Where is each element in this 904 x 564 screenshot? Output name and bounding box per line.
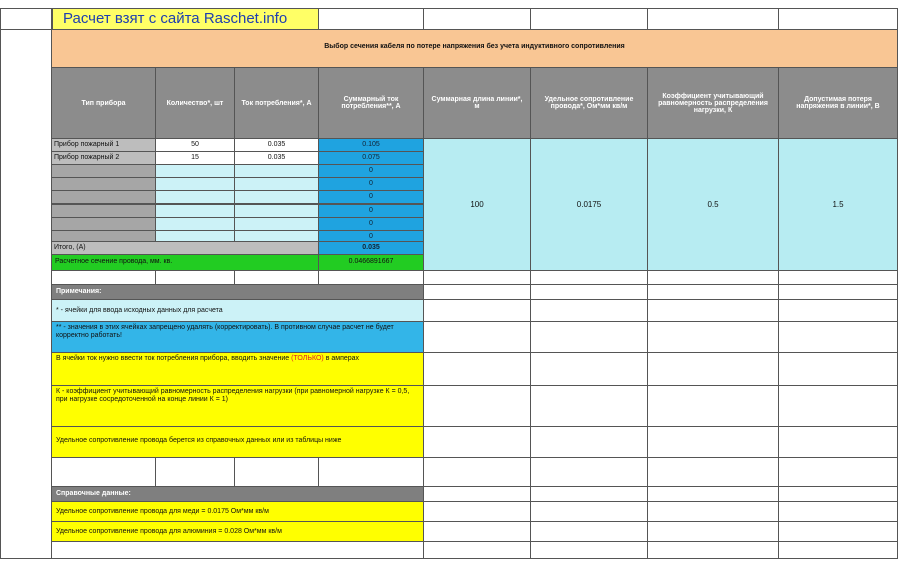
grid-cell[interactable] bbox=[423, 541, 531, 559]
device-total-current-cell: 0 bbox=[318, 204, 424, 218]
cell-h1[interactable] bbox=[647, 8, 779, 30]
grid-cell[interactable] bbox=[778, 521, 898, 542]
grid-cell[interactable] bbox=[778, 501, 898, 522]
allowed-drop-input[interactable]: 1.5 bbox=[778, 138, 898, 271]
grid-cell[interactable] bbox=[423, 521, 531, 542]
device-quantity-cell[interactable]: 15 bbox=[155, 151, 235, 165]
device-total-current-cell: 0 bbox=[318, 190, 424, 204]
device-quantity-cell[interactable] bbox=[155, 164, 235, 178]
header-total-current: Суммарный ток потребления**, А bbox=[318, 67, 424, 139]
grid-cell[interactable] bbox=[530, 270, 648, 285]
device-total-current-cell: 0 bbox=[318, 217, 424, 231]
device-total-current-cell: 0 bbox=[318, 230, 424, 244]
grid-cell[interactable] bbox=[647, 321, 779, 353]
device-name-cell[interactable]: Прибор пожарный 1 bbox=[51, 138, 156, 152]
result-value: 0.0466891667 bbox=[318, 254, 424, 271]
device-total-current-cell: 0 bbox=[318, 164, 424, 178]
device-quantity-cell[interactable] bbox=[155, 204, 235, 218]
device-current-cell[interactable] bbox=[234, 217, 319, 231]
blank-row-2d[interactable] bbox=[318, 457, 424, 487]
table-caption: Выбор сечения кабеля по потере напряжения без учета индуктивного сопротивления bbox=[51, 29, 898, 68]
note-input-cells: * - ячейки для ввода исходных данных для расчета bbox=[51, 299, 424, 322]
blank-row-2a[interactable] bbox=[51, 457, 156, 487]
device-name-cell[interactable] bbox=[51, 177, 156, 191]
grid-cell[interactable] bbox=[530, 352, 648, 386]
grid-cell[interactable] bbox=[647, 299, 779, 322]
note-resistivity-source: Удельное сопротивление провода берется из справочных данных или из таблицы ниже bbox=[51, 426, 424, 458]
grid-cell[interactable] bbox=[423, 270, 531, 285]
device-name-cell[interactable] bbox=[51, 204, 156, 218]
grid-cell[interactable] bbox=[423, 299, 531, 322]
grid-cell[interactable] bbox=[530, 521, 648, 542]
grid-cell[interactable] bbox=[423, 385, 531, 427]
device-total-current-cell: 0.105 bbox=[318, 138, 424, 152]
device-name-cell[interactable] bbox=[51, 164, 156, 178]
grid-cell[interactable] bbox=[778, 299, 898, 322]
grid-cell[interactable] bbox=[647, 541, 779, 559]
device-quantity-cell[interactable] bbox=[155, 190, 235, 204]
blank-row-1c[interactable] bbox=[234, 270, 319, 285]
grid-cell[interactable] bbox=[530, 299, 648, 322]
header-device-type: Тип прибора bbox=[51, 67, 156, 139]
grid-cell[interactable] bbox=[530, 501, 648, 522]
grid-cell[interactable] bbox=[530, 457, 648, 487]
notes-header: Примечания: bbox=[51, 284, 424, 300]
grid-cell[interactable] bbox=[778, 486, 898, 502]
note-current-units bbox=[51, 352, 424, 386]
grid-cell[interactable] bbox=[778, 352, 898, 386]
device-quantity-cell[interactable] bbox=[155, 177, 235, 191]
reference-aluminum: Удельное сопротивление провода для алюминия = 0.028 Ом*мм кв/м bbox=[51, 521, 424, 542]
header-allowed-drop: Допустимая потеря напряжения в линии*, В bbox=[778, 67, 898, 139]
header-resistivity: Удельное сопротивление провода*, Ом*мм кв/м bbox=[530, 67, 648, 139]
grid-cell[interactable] bbox=[423, 284, 531, 300]
grid-cell[interactable] bbox=[778, 321, 898, 353]
grid-cell[interactable] bbox=[778, 426, 898, 458]
cell-g1[interactable] bbox=[530, 8, 648, 30]
grid-cell[interactable] bbox=[778, 284, 898, 300]
grid-cell[interactable] bbox=[647, 270, 779, 285]
grid-cell[interactable] bbox=[647, 385, 779, 427]
header-quantity: Количество*, шт bbox=[155, 67, 235, 139]
header-k-coefficient: Коэффициент учитывающий равномерность распределения нагрузки, К bbox=[647, 67, 779, 139]
device-total-current-cell: 0 bbox=[318, 177, 424, 191]
grid-cell[interactable] bbox=[647, 521, 779, 542]
resistivity-input[interactable]: 0.0175 bbox=[530, 138, 648, 271]
note-k-coefficient: К - коэффициент учитывающий равномерность распределения нагрузки (при равномерной нагрузке К = 0,5, при нагрузке сосредоточенной на конце линии К = 1) bbox=[51, 385, 424, 427]
sheet-title: Расчет взят с сайта Raschet.info bbox=[52, 8, 319, 30]
grid-cell[interactable] bbox=[530, 486, 648, 502]
cell-e1[interactable] bbox=[318, 8, 424, 30]
device-quantity-cell[interactable] bbox=[155, 217, 235, 231]
device-current-cell[interactable] bbox=[234, 177, 319, 191]
grid-cell[interactable] bbox=[530, 541, 648, 559]
device-total-current-cell: 0.075 bbox=[318, 151, 424, 165]
device-current-cell[interactable] bbox=[234, 164, 319, 178]
blank-row-1b[interactable] bbox=[155, 270, 235, 285]
grid-cell[interactable] bbox=[778, 385, 898, 427]
blank-row-3[interactable] bbox=[51, 541, 424, 559]
result-label: Расчетное сечение провода, мм. кв. bbox=[51, 254, 319, 271]
cell-a1[interactable] bbox=[0, 8, 52, 30]
grid-cell[interactable] bbox=[647, 486, 779, 502]
note-current-suffix: в амперах bbox=[323, 355, 360, 362]
device-current-cell[interactable]: 0.035 bbox=[234, 151, 319, 165]
note-current-only: (ТОЛЬКО) bbox=[291, 355, 324, 362]
total-label: Итого, (А) bbox=[51, 241, 319, 255]
k-coefficient-input[interactable]: 0.5 bbox=[647, 138, 779, 271]
blank-row-1[interactable] bbox=[51, 270, 156, 285]
grid-cell[interactable] bbox=[530, 284, 648, 300]
grid-cell[interactable] bbox=[530, 385, 648, 427]
device-name-cell[interactable] bbox=[51, 217, 156, 231]
blank-row-1d[interactable] bbox=[318, 270, 424, 285]
grid-cell[interactable] bbox=[647, 501, 779, 522]
note-current-prefix: В ячейки ток нужно ввести ток потребления прибора, вводить значение bbox=[56, 355, 292, 362]
blank-row-2b[interactable] bbox=[155, 457, 235, 487]
cell-i1[interactable] bbox=[778, 8, 898, 30]
device-name-cell[interactable]: Прибор пожарный 2 bbox=[51, 151, 156, 165]
grid-cell[interactable] bbox=[647, 457, 779, 487]
device-quantity-cell[interactable]: 50 bbox=[155, 138, 235, 152]
grid-cell[interactable] bbox=[423, 426, 531, 458]
grid-cell[interactable] bbox=[778, 270, 898, 285]
grid-cell[interactable] bbox=[423, 486, 531, 502]
reference-header: Справочные данные: bbox=[51, 486, 424, 502]
grid-cell[interactable] bbox=[423, 321, 531, 353]
grid-cell[interactable] bbox=[530, 426, 648, 458]
total-value: 0.035 bbox=[318, 241, 424, 255]
grid-cell[interactable] bbox=[647, 284, 779, 300]
blank-row-2c[interactable] bbox=[234, 457, 319, 487]
grid-cell[interactable] bbox=[647, 352, 779, 386]
header-current: Ток потребления*, А bbox=[234, 67, 319, 139]
note-protected-cells: ** - значения в этих ячейках запрещено удалять (корректировать). В противном случае расчет не будет корректно работать! bbox=[51, 321, 424, 353]
grid-cell[interactable] bbox=[423, 352, 531, 386]
grid-cell[interactable] bbox=[423, 457, 531, 487]
grid-cell[interactable] bbox=[778, 457, 898, 487]
reference-copper: Удельное сопротивление провода для меди = 0.0175 Ом*мм кв/м bbox=[51, 501, 424, 522]
column-a-block[interactable] bbox=[0, 29, 52, 559]
device-current-cell[interactable]: 0.035 bbox=[234, 138, 319, 152]
grid-cell[interactable] bbox=[423, 501, 531, 522]
cell-f1[interactable] bbox=[423, 8, 531, 30]
device-current-cell[interactable] bbox=[234, 190, 319, 204]
grid-cell[interactable] bbox=[530, 321, 648, 353]
device-current-cell[interactable] bbox=[234, 204, 319, 218]
grid-cell[interactable] bbox=[778, 541, 898, 559]
line-length-input[interactable]: 100 bbox=[423, 138, 531, 271]
grid-cell[interactable] bbox=[647, 426, 779, 458]
header-line-length: Суммарная длина линии*, м bbox=[423, 67, 531, 139]
device-name-cell[interactable] bbox=[51, 190, 156, 204]
